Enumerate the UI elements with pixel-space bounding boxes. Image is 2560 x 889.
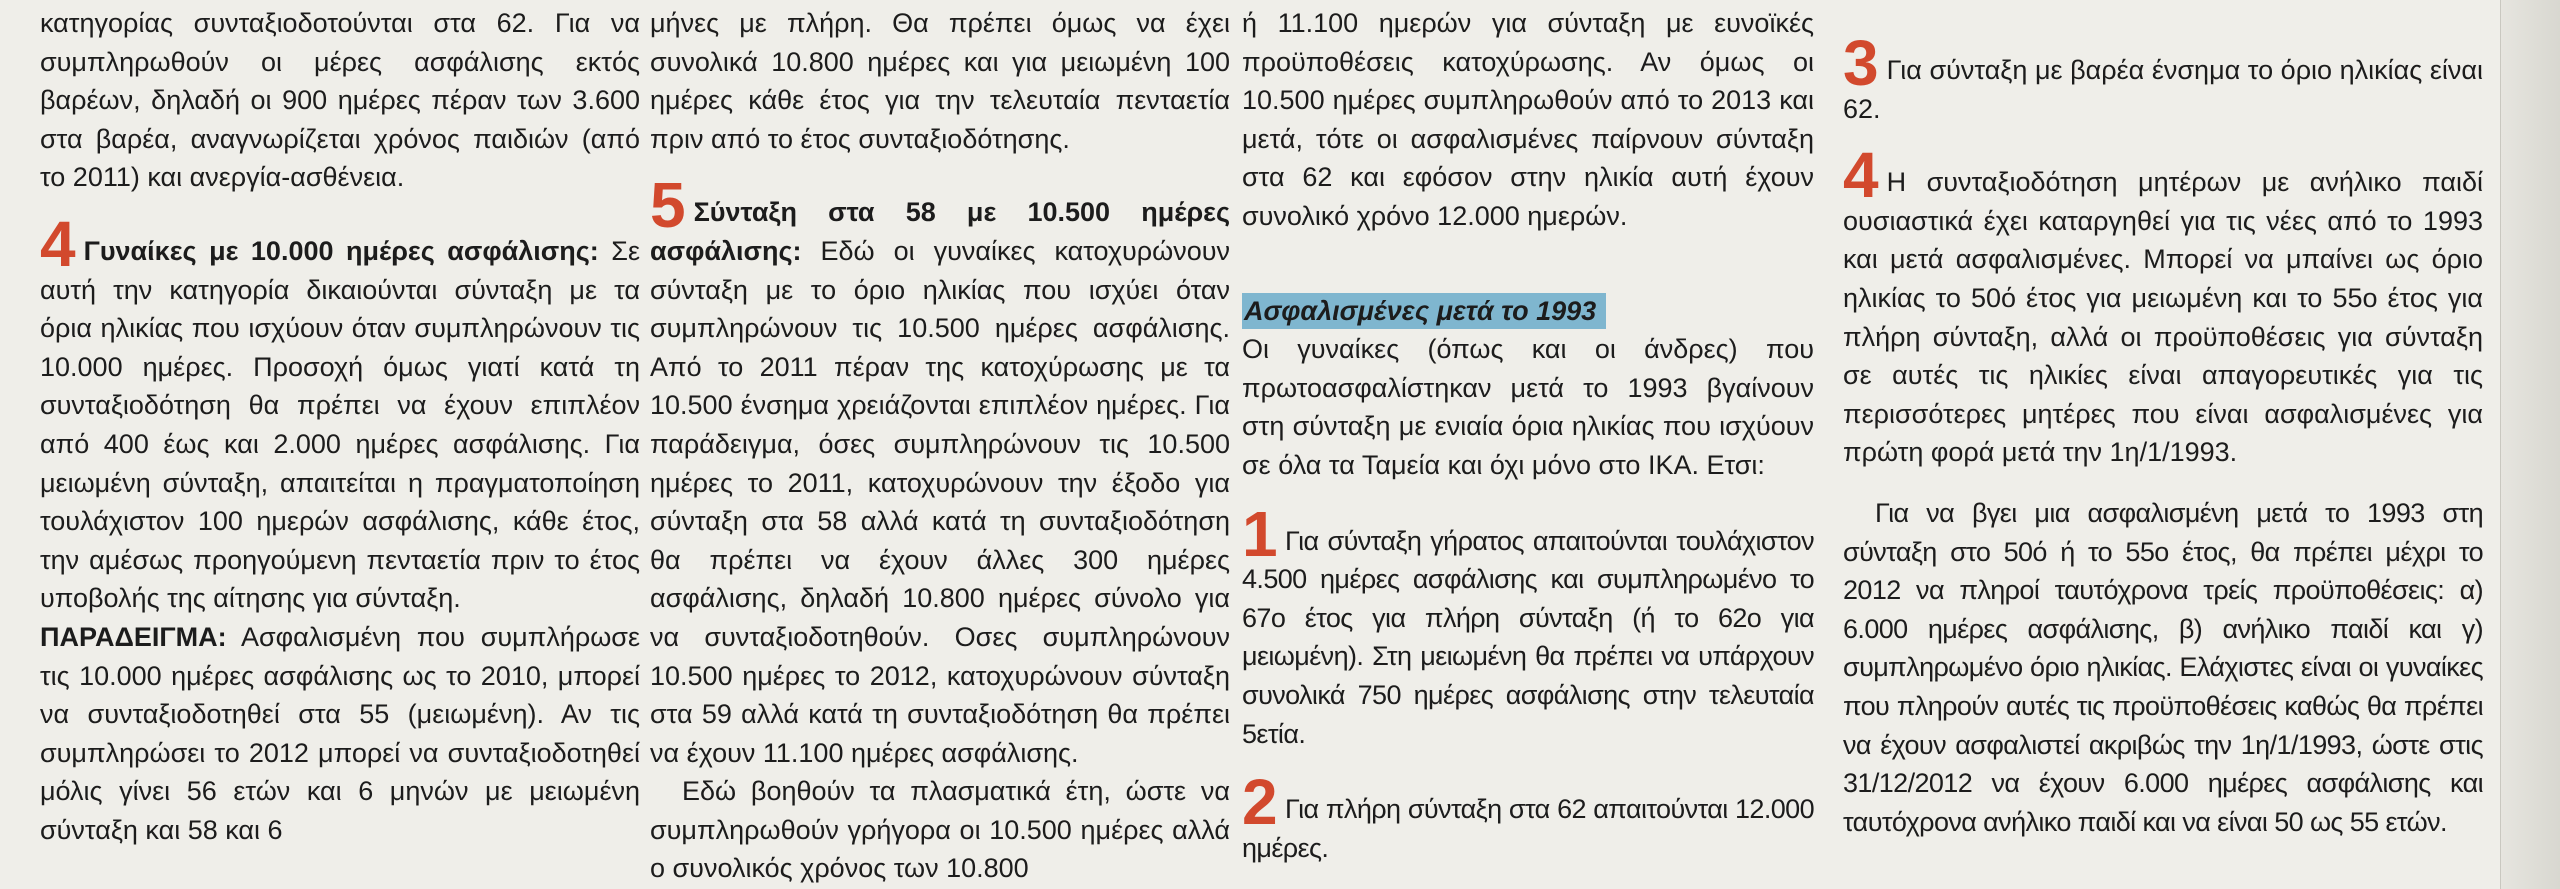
item-number: 4: [1843, 139, 1879, 212]
col3-paragraph-2: Οι γυναίκες (όπως και οι άνδρες) που πρωτοασφαλίστηκαν μετά το 1993 βγαίνουν στη σύνταξη με ενιαία όρια ηλικίας που ισχύουν σε όλα τα Ταμεία και όχι μόνο στο ΙΚΑ. Ετσι:: [1242, 334, 1814, 480]
numbered-item-2: [1242, 766, 1814, 867]
column-3: [1242, 4, 1814, 867]
section-text: Σε αυτή την κατηγορία δικαιούνται σύνταξη με τα όρια ηλικίας που ισχύουν όταν συμπληρώνουν τις 10.000 ημέρες. Προσοχή όμως γιατί κατά τη συνταξιοδότηση θα πρέπει να έχουν επιπλέον από 400 έως και 2.000 ημέρες ασφάλισης. Για μειωμένη σύνταξη, απαιτείται η πραγματοποίηση τουλάχιστον 100 ημερών ασφάλισης, κάθε έτος, την αμέσως προηγούμενη πενταετία πριν το έτος υποβολής της αίτησης για σύνταξη.: [40, 235, 641, 614]
column-2: [650, 4, 1230, 888]
item-text: Για σύνταξη με βαρέα ένσημα το όριο ηλικίας είναι 62.: [1843, 55, 2483, 124]
item-text: Η συνταξιοδότηση μητέρων με ανήλικο παιδί ουσιαστικά έχει καταργηθεί για τις νέες από το 1993 και μετά ασφαλισμένες. Μπορεί να μπαίνει ως όριο ηλικίας το 50ό έτος για μειωμένη και το 55ο έτος για πλήρη σύνταξη, αλλά οι προϋποθέσεις για σύνταξη σε αυτές τις ηλικίες είναι απαγορευτικές για τις περισσότερες μητέρες που είναι ασφαλισμένες για πρώτη φορά μετά την 1η/1/1993.: [1843, 167, 2483, 468]
numbered-item-1: [1242, 497, 1814, 754]
column-4: [1843, 4, 2483, 841]
numbered-item-4: [1843, 139, 2483, 472]
item-number: 1: [1242, 497, 1277, 570]
column-1: [40, 4, 640, 849]
section-heading: Γυναίκες με 10.000 ημέρες ασφάλισης:: [83, 235, 599, 266]
section-heading: Σύνταξη στα 58 με 10.500 ημέρες ασφάλισης:: [650, 197, 1230, 266]
col3-paragraph-1: ή 11.100 ημερών για σύνταξη με ευνοϊκές προϋποθέσεις κατοχύρωσης. Αν όμως οι 10.500 ημέρες συμπληρωθούν από το 2013 και μετά, τότε οι ασφαλισμένες παίρνουν σύνταξη στα 62 και εφόσον στην ηλικία αυτή έχουν συνολικό χρόνο 12.000 ημερών.: [1242, 8, 1814, 231]
example-paragraph: [40, 618, 640, 850]
section-text: Εδώ οι γυναίκες κατοχυρώνουν σύνταξη με το όριο ηλικίας που ισχύει όταν συμπληρώνουν τις 10.500 ημέρες ασφάλισης. Από το 2011 πέραν της κατοχύρωσης με τα 10.500 ένσημα χρειάζονται επιπλέον ημέρες. Για παράδειγμα, όσες συμπληρώνουν τις 10.500 ημέρες το 2011, κατοχυρώνουν την έξοδο για σύνταξη στα 58 αλλά κατά τη συνταξιοδότηση θα πρέπει να έχουν άλλες 300 ημέρες ασφάλισης, δηλαδή 10.800 ημέρες σύνολο για να συνταξιοδοτηθούν. Οσες συμπληρώνουν 10.500 ημέρες το 2012, κατοχυρώνουν σύνταξη στα 59 αλλά κατά τη συνταξιοδότηση θα πρέπει να έχουν 11.100 ημέρες ασφάλισης.: [650, 235, 1230, 768]
example-text: Ασφαλισμένη που συμπλήρωσε τις 10.000 ημέρες ασφάλισης ως το 2010, μπορεί να συνταξιοδοτηθεί στα 55 (μειωμένη). Αν τις συμπληρώσει το 2012 μπορεί να συνταξιοδοτηθεί μόλις γίνει 56 ετών και 6 μηνών με μειωμένη σύνταξη και 58 και 6: [40, 621, 640, 845]
adjacent-page-edge: [2500, 0, 2560, 889]
subheading: Ασφαλισμένες μετά το 1993: [1242, 293, 1606, 329]
item-number: 2: [1242, 766, 1277, 839]
section-number: 4: [40, 207, 76, 280]
example-label: ΠΑΡΑΔΕΙΓΜΑ:: [40, 621, 227, 652]
section-number: 5: [650, 169, 686, 242]
item-text: Για σύνταξη γήρατος απαιτούνται τουλάχιστον 4.500 ημέρες ασφάλισης και συμπληρωμένο το 67ο έτος για πλήρη σύνταξη (ή το 62ο για μειωμένη). Στη μειωμένη θα πρέπει να υπάρχουν συνολικά 750 ημέρες ασφάλισης στην τελευταία 5ετία.: [1242, 525, 1814, 749]
section-5-paragraph: [650, 169, 1230, 772]
col1-paragraph-1: κατηγορίας συνταξιοδοτούνται στα 62. Για να συμπληρωθούν οι μέρες ασφάλισης εκτός βαρέων, δηλαδή οι 900 ημέρες πέραν των 3.600 στα βαρέα, αναγνωρίζεται χρόνος παιδιών (από το 2011) και ανεργία-ασθένεια.: [40, 8, 640, 193]
item-number: 3: [1843, 27, 1879, 99]
col2-paragraph-1: μήνες με πλήρη. Θα πρέπει όμως να έχει συνολικά 10.800 ημέρες και για μειωμένη 100 ημέρες κάθε έτος για την τελευταία πενταετία πριν από το έτος συνταξιοδότησης.: [650, 8, 1230, 154]
numbered-item-3: [1843, 27, 2483, 128]
col2-paragraph-2: Εδώ βοηθούν τα πλασματικά έτη, ώστε να συμπληρωθούν γρήγορα οι 10.500 ημέρες αλλά ο συνολικός χρόνος των 10.800: [650, 776, 1230, 884]
col4-paragraph-2: Για να βγει μια ασφαλισμένη μετά το 1993 στη σύνταξη στο 50ό ή το 55ο έτος, θα πρέπει μέχρι το 2012 να πληροί ταυτόχρονα τρείς προϋποθέσεις: α) 6.000 ημέρες ασφάλισης, β) ανήλικο παιδί και γ) συμπληρωμένο όριο ηλικίας. Ελάχιστες είναι οι γυναίκες που πληρούν αυτές τις προϋποθέσεις καθώς θα πρέπει να έχουν ασφαλιστεί ακριβώς την 1η/1/1993, ώστε στις 31/12/2012 να έχουν 6.000 ημέρες ασφάλισης και ταυτόχρονα ανήλικο παιδί και να είναι 50 ως 55 ετών.: [1843, 497, 2483, 837]
section-4-paragraph: [40, 207, 641, 618]
item-text: Για πλήρη σύνταξη στα 62 απαιτούνται 12.000 ημέρες.: [1242, 794, 1814, 863]
